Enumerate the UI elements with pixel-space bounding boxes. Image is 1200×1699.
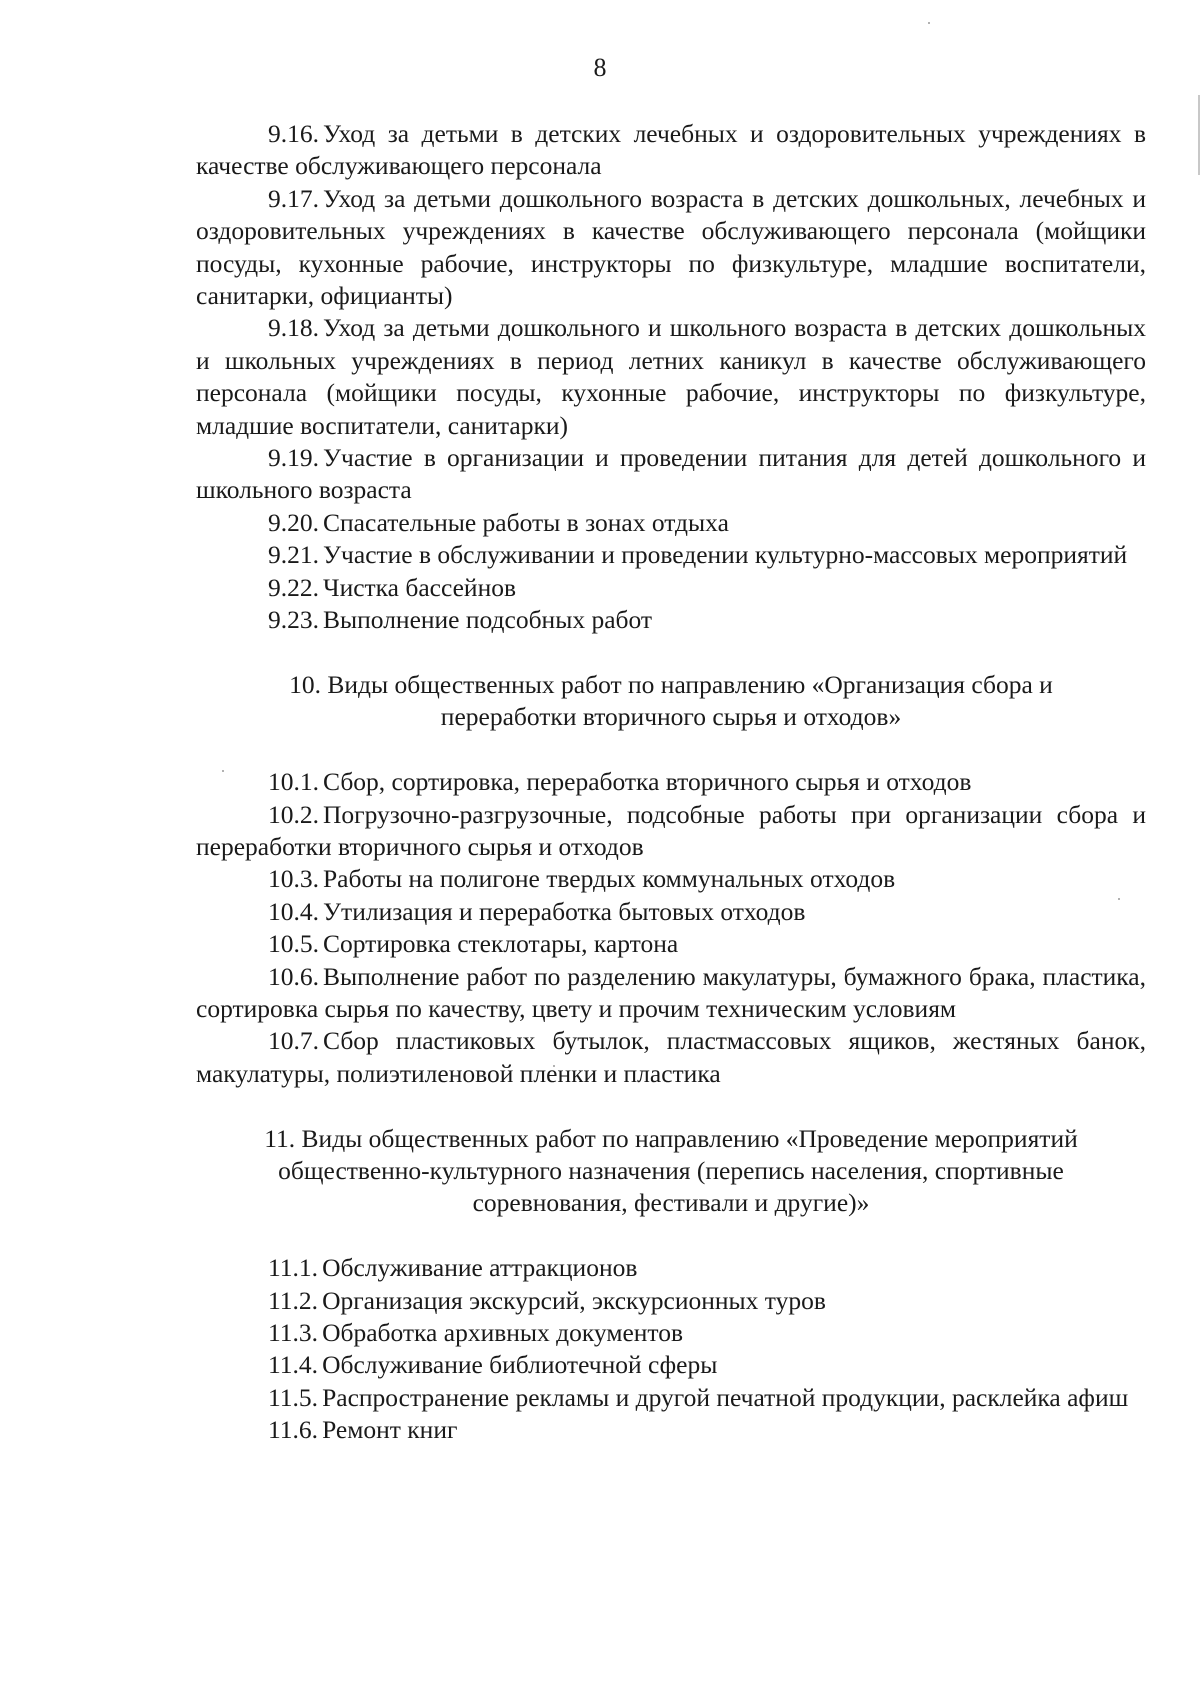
list-item-10-5: [196, 928, 1146, 960]
list-item-11-6: [196, 1414, 1146, 1446]
section-11-list: [196, 1252, 1146, 1446]
item-number: 9.23.: [268, 605, 319, 635]
list-item-9-20: [196, 507, 1146, 539]
page-number: 8: [593, 53, 607, 82]
item-text: Обслуживание библиотечной сферы: [322, 1350, 718, 1380]
item-number: 11.2.: [268, 1285, 319, 1315]
item-text: Уход за детьми в детских лечебных и оздоровительных учреждениях в качестве обслуживающего персонала: [196, 119, 1146, 181]
item-text: Участие в организации и проведении питания для детей дошкольного и школьного возраста: [196, 443, 1146, 505]
item-text: Сбор пластиковых бутылок, пластмассовых ящиков, жестяных банок, макулатуры, полиэтиленовой пленки и пластика: [196, 1026, 1146, 1088]
item-number: 9.21.: [268, 540, 319, 570]
heading-line: соревнования, фестивали и другие)»: [472, 1188, 870, 1218]
scan-speck: [928, 22, 930, 24]
item-number: 10.2.: [268, 799, 319, 829]
list-item-10-4: [196, 896, 1146, 928]
list-item-10-3: [196, 863, 1146, 895]
item-text: Сортировка стеклотары, картона: [323, 929, 679, 959]
list-item-10-2: [196, 799, 1146, 864]
item-number: 11.3.: [268, 1317, 319, 1347]
item-text: Распространение рекламы и другой печатной продукции, расклейка афиш: [322, 1382, 1129, 1412]
item-text: Сбор, сортировка, переработка вторичного сырья и отходов: [323, 767, 972, 797]
item-text: Обслуживание аттракционов: [322, 1253, 638, 1283]
item-number: 9.16.: [268, 119, 319, 148]
spacer: [196, 1220, 1146, 1252]
item-number: 9.19.: [268, 443, 319, 473]
item-text: Участие в обслуживании и проведении культурно-массовых мероприятий: [323, 540, 1128, 570]
item-number: 11.6.: [268, 1415, 319, 1445]
item-text: Чистка бассейнов: [323, 572, 517, 602]
item-number: 10.3.: [268, 864, 319, 894]
item-number: 9.22.: [268, 572, 319, 602]
item-number: 9.17.: [268, 183, 319, 213]
list-item-11-1: [196, 1252, 1146, 1284]
heading-line: 10. Виды общественных работ по направлению «Организация сбора и: [289, 669, 1053, 699]
list-item-9-19: [196, 442, 1146, 507]
list-item-11-2: [196, 1285, 1146, 1317]
list-item-10-6: [196, 961, 1146, 1026]
list-item-9-17: [196, 183, 1146, 313]
item-number: 11.1.: [268, 1253, 319, 1283]
item-text: Уход за детьми дошкольного и школьного возраста в детских дошкольных и школьных учреждениях в период летних каникул в качестве обслуживающего персонала (мойщики посуды, кухонные рабочие, инструкторы по физкультуре, младшие воспитатели, санитарки): [196, 313, 1146, 440]
heading-line: 11. Виды общественных работ по направлению «Проведение мероприятий: [264, 1123, 1078, 1153]
item-number: 10.1.: [268, 767, 319, 797]
list-item-11-3: [196, 1317, 1146, 1349]
heading-line: переработки вторичного сырья и отходов»: [440, 702, 902, 732]
item-text: Выполнение работ по разделению макулатуры, бумажного брака, пластика, сортировка сырья по качеству, цвету и прочим техническим условиям: [196, 961, 1146, 1023]
list-item-9-21: [196, 539, 1146, 571]
list-item-10-7: [196, 1025, 1146, 1090]
item-text: Погрузочно-разгрузочные, подсобные работы при организации сбора и переработки вторичного сырья и отходов: [196, 799, 1146, 861]
list-item-9-18: [196, 312, 1146, 442]
item-number: 9.20.: [268, 507, 319, 537]
item-text: Спасательные работы в зонах отдыха: [323, 507, 729, 537]
list-item-10-1: [196, 766, 1146, 798]
item-number: 9.18.: [268, 313, 319, 343]
document-body: [196, 118, 1146, 1447]
item-text: Утилизация и переработка бытовых отходов: [323, 896, 806, 926]
section-10-heading: [196, 669, 1146, 734]
item-text: Ремонт книг: [322, 1415, 458, 1445]
item-number: 10.7.: [268, 1026, 319, 1056]
item-text: Выполнение подсобных работ: [323, 605, 653, 635]
heading-line: общественно-культурного назначения (перепись населения, спортивные: [278, 1155, 1064, 1185]
section-11-heading: [196, 1123, 1146, 1220]
item-number: 10.6.: [268, 961, 319, 991]
spacer: [196, 637, 1146, 669]
item-number: 11.5.: [268, 1382, 319, 1412]
list-item-9-16: [196, 118, 1146, 183]
section-10-list: [196, 766, 1146, 1090]
item-number: 11.4.: [268, 1350, 319, 1380]
item-text: Обработка архивных документов: [322, 1317, 684, 1347]
section-9-list: [196, 118, 1146, 637]
list-item-9-23: [196, 604, 1146, 636]
item-number: 10.5.: [268, 929, 319, 959]
item-text: Работы на полигоне твердых коммунальных отходов: [323, 864, 896, 894]
list-item-9-22: [196, 572, 1146, 604]
list-item-11-4: [196, 1349, 1146, 1381]
spacer: [196, 734, 1146, 766]
spacer: [196, 1090, 1146, 1122]
item-text: Организация экскурсий, экскурсионных туров: [322, 1285, 826, 1315]
item-number: 10.4.: [268, 896, 319, 926]
item-text: Уход за детьми дошкольного возраста в детских дошкольных, лечебных и оздоровительных учреждениях в качестве обслуживающего персонала (мойщики посуды, кухонные рабочие, инструкторы по физкультуре, младшие воспитатели, санитарки, официанты): [196, 183, 1146, 311]
list-item-11-5: [196, 1382, 1146, 1414]
